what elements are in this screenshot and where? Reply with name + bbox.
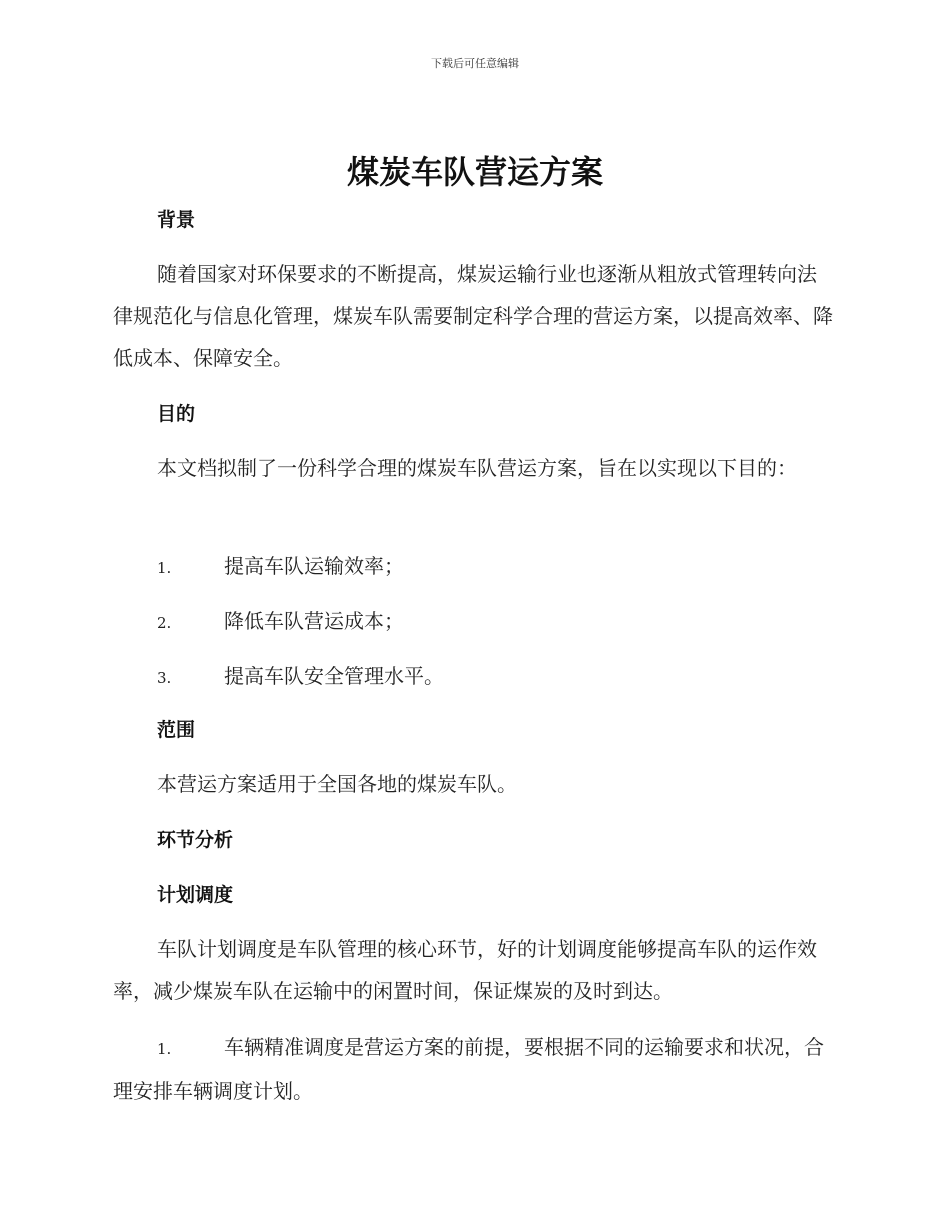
list-text: 车辆精准调度是营运方案的前提，要根据不同的运输要求和状况，合理安排车辆调度计划。 xyxy=(113,1035,824,1103)
paragraph-background: 随着国家对环保要求的不断提高，煤炭运输行业也逐渐从粗放式管理转向法律规范化与信息化管理，煤炭车队需要制定科学合理的营运方案，以提高效率、降低成本、保障安全。 xyxy=(113,262,833,370)
heading-background: 背景 xyxy=(157,209,196,231)
list-text: 提高车队运输效率； xyxy=(224,554,404,578)
paragraph-scope: 本营运方案适用于全国各地的煤炭车队。 xyxy=(157,772,517,796)
list-text: 降低车队营运成本； xyxy=(224,609,404,633)
list-text: 提高车队安全管理水平。 xyxy=(224,664,444,688)
heading-analysis: 环节分析 xyxy=(157,829,234,851)
paragraph-dispatch: 车队计划调度是车队管理的核心环节，好的计划调度能够提高车队的运作效率，减少煤炭车队在运输中的闲置时间，保证煤炭的及时到达。 xyxy=(113,937,817,1003)
list-item xyxy=(157,606,404,638)
list-number: 1. xyxy=(157,559,172,577)
heading-scope: 范围 xyxy=(157,719,196,741)
list-number: 1. xyxy=(157,1040,172,1058)
heading-dispatch: 计划调度 xyxy=(157,884,234,906)
list-number: 2. xyxy=(157,614,172,632)
heading-purpose: 目的 xyxy=(157,403,196,425)
paragraph-purpose: 本文档拟制了一份科学合理的煤炭车队营运方案，旨在以实现以下目的： xyxy=(157,456,797,480)
document-title: 煤炭车队营运方案 xyxy=(346,153,603,191)
list-item xyxy=(157,551,404,583)
list-item xyxy=(113,1026,833,1112)
list-number: 3. xyxy=(157,669,172,687)
list-item xyxy=(157,661,444,693)
page-header-note: 下载后可任意编辑 xyxy=(431,57,519,70)
